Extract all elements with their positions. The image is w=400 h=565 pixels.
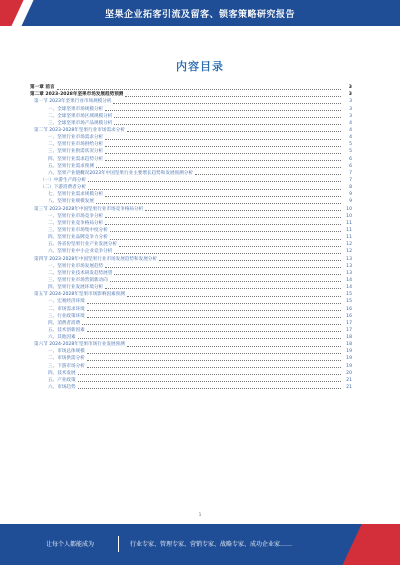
toc-leader-dots bbox=[127, 296, 341, 297]
toc-entry[interactable] bbox=[30, 227, 352, 234]
toc-entry[interactable] bbox=[30, 134, 352, 141]
toc-leader-dots bbox=[96, 203, 341, 204]
toc-entry-label: 七、坚果行业需求规模分析 bbox=[48, 192, 104, 198]
toc-entry-label: 五、产业政策 bbox=[48, 377, 76, 383]
toc-entry[interactable] bbox=[30, 270, 352, 277]
toc-entry[interactable] bbox=[30, 298, 352, 305]
report-title: 坚果企业拓客引流及留客、锁客策略研究报告 bbox=[104, 10, 295, 20]
toc-entry-page: 19 bbox=[346, 356, 352, 362]
toc-leader-dots bbox=[114, 253, 341, 254]
toc-entry[interactable] bbox=[30, 355, 352, 362]
toc-entry[interactable] bbox=[30, 384, 352, 391]
toc-entry[interactable] bbox=[30, 348, 352, 355]
toc-entry[interactable] bbox=[30, 163, 352, 170]
toc-leader-dots bbox=[82, 324, 341, 325]
toc-leader-dots bbox=[105, 110, 341, 111]
toc-leader-dots bbox=[105, 217, 341, 218]
toc-entry[interactable] bbox=[30, 113, 352, 120]
toc-leader-dots bbox=[105, 196, 341, 197]
toc-entry-page: 3 bbox=[349, 99, 352, 105]
toc-entry[interactable] bbox=[30, 248, 352, 255]
toc-entry-page: 7 bbox=[349, 170, 352, 176]
toc-entry-page: 15 bbox=[346, 292, 352, 298]
toc-entry[interactable] bbox=[30, 334, 352, 341]
toc-entry-page: 19 bbox=[346, 349, 352, 355]
toc-entry[interactable] bbox=[30, 241, 352, 248]
toc-leader-dots bbox=[78, 338, 341, 339]
toc-entry-page: 6 bbox=[349, 163, 352, 169]
toc-entry-page: 13 bbox=[346, 256, 352, 262]
toc-entry-label: 五、技术创新因素 bbox=[48, 327, 85, 333]
toc-entry-page: 20 bbox=[346, 370, 352, 376]
toc-entry-label: （一）中游生产商分析 bbox=[40, 177, 86, 183]
toc-entry-page: 16 bbox=[346, 313, 352, 319]
toc-entry[interactable] bbox=[30, 320, 352, 327]
toc-entry-label: 第四节 2023-2028年中国坚果行业市场发展趋势和发展分析 bbox=[34, 256, 157, 262]
toc-entry[interactable] bbox=[30, 98, 352, 105]
toc-entry[interactable] bbox=[30, 213, 352, 220]
toc-entry-page: 11 bbox=[346, 235, 352, 241]
toc-entry[interactable] bbox=[30, 170, 352, 177]
toc-entry-label: 二、市场需求环境 bbox=[48, 306, 85, 312]
toc-entry-page: 4 bbox=[349, 127, 352, 133]
toc-entry-page: 3 bbox=[349, 106, 352, 112]
toc-entry-page: 7 bbox=[349, 177, 352, 183]
toc-leader-dots bbox=[87, 317, 341, 318]
toc-entry-page: 3 bbox=[348, 85, 352, 91]
toc-entry-page: 5 bbox=[349, 142, 352, 148]
toc-entry-label: 二、坚果行业技术研发趋势展望 bbox=[48, 270, 113, 276]
toc-entry-label: 三、下游市场分析 bbox=[48, 363, 85, 369]
toc-entry-label: 二、坚果行业市场供给分析 bbox=[48, 142, 104, 148]
toc-entry-page: 5 bbox=[349, 149, 352, 155]
report-header bbox=[0, 0, 400, 26]
toc-entry-page: 18 bbox=[346, 342, 352, 348]
toc-entry-label: 一、宏观经济环境 bbox=[48, 299, 85, 305]
toc-entry-label: 八、坚果行业规模发展 bbox=[48, 199, 94, 205]
toc-entry[interactable] bbox=[30, 84, 352, 91]
toc-entry[interactable] bbox=[30, 120, 352, 127]
toc-entry-page: 17 bbox=[346, 327, 352, 333]
report-footer bbox=[0, 524, 400, 565]
toc-entry-label: 第一章 前言 bbox=[30, 85, 55, 91]
toc-entry-label: 二、全球坚果市场区域规模分析 bbox=[48, 113, 113, 119]
toc-leader-dots bbox=[87, 303, 341, 304]
toc-leader-dots bbox=[87, 367, 341, 368]
toc-leader-dots bbox=[78, 388, 341, 389]
toc-entry-page: 9 bbox=[349, 199, 352, 205]
toc-entry[interactable] bbox=[30, 155, 352, 162]
toc-entry-label: 第二节 2023-2028年坚果行业市场需求分析 bbox=[34, 127, 125, 133]
toc-leader-dots bbox=[110, 281, 341, 282]
toc-entry-label: 三、全球坚果市场产品规模分析 bbox=[48, 120, 113, 126]
toc-entry-page: 12 bbox=[346, 249, 352, 255]
toc-leader-dots bbox=[105, 160, 341, 161]
toc-entry-label: 二、坚果行业竞争格局分析 bbox=[48, 220, 104, 226]
toc-entry-page: 21 bbox=[346, 377, 352, 383]
toc-entry-label: 四、技术发展 bbox=[48, 370, 76, 376]
toc-leader-dots bbox=[96, 167, 341, 168]
toc-entry-page: 14 bbox=[346, 277, 352, 283]
toc-entry[interactable] bbox=[30, 191, 352, 198]
toc-entry[interactable] bbox=[30, 291, 352, 298]
toc-entry[interactable] bbox=[30, 277, 352, 284]
toc-leader-dots bbox=[127, 346, 341, 347]
footer-red-accent bbox=[336, 524, 400, 565]
toc-leader-dots bbox=[105, 153, 341, 154]
toc-leader-dots bbox=[114, 124, 341, 125]
toc-entry[interactable] bbox=[30, 305, 352, 312]
toc-leader-dots bbox=[105, 288, 341, 289]
toc-heading: 内容目录 bbox=[176, 60, 224, 73]
toc-entry-label: 三、坚果行业市场营销新动向 bbox=[48, 277, 108, 283]
toc-entry-label: 一、市场总体规模 bbox=[48, 349, 85, 355]
toc-entry-page: 9 bbox=[349, 192, 352, 198]
toc-entry-page: 3 bbox=[349, 113, 352, 119]
toc-entry[interactable] bbox=[30, 313, 352, 320]
toc-leader-dots bbox=[114, 117, 341, 118]
footer-experts-text: 行业专家、管理专家、营销专家、战略专家、成功企业家…… bbox=[130, 541, 293, 548]
toc-entry-page: 8 bbox=[349, 185, 352, 191]
toc-entry-page: 12 bbox=[346, 242, 352, 248]
toc-entry[interactable] bbox=[30, 141, 352, 148]
toc-entry-label: 第三节 2023-2028年中国坚果行业市场竞争格局分析 bbox=[34, 206, 144, 212]
toc-entry-page: 4 bbox=[349, 135, 352, 141]
footer-slogan: 让每个人都能成为 bbox=[46, 541, 95, 548]
toc-leader-dots bbox=[127, 131, 341, 132]
toc-leader-dots bbox=[87, 310, 341, 311]
toc-entry-label: 一、全球坚果市场规模分析 bbox=[48, 106, 104, 112]
toc-entry-page: 10 bbox=[346, 206, 352, 212]
toc-entry-page: 17 bbox=[346, 320, 352, 326]
toc-entry[interactable] bbox=[30, 91, 352, 98]
toc-entry[interactable] bbox=[30, 234, 352, 241]
toc-entry-page: 13 bbox=[346, 263, 352, 269]
toc-leader-dots bbox=[105, 267, 341, 268]
toc-leader-dots bbox=[88, 189, 341, 190]
toc-entry-label: 第一节 2023年坚果行业市场规模分析 bbox=[34, 99, 112, 105]
toc-leader-dots bbox=[57, 89, 341, 90]
toc-leader-dots bbox=[159, 260, 341, 261]
toc-entry-page: 19 bbox=[346, 363, 352, 369]
toc-entry[interactable] bbox=[30, 327, 352, 334]
toc-entry-label: 四、坚果行业发展环境分析 bbox=[48, 285, 104, 291]
toc-entry-page: 3 bbox=[348, 92, 352, 98]
toc-entry-page: 21 bbox=[346, 385, 352, 391]
toc-entry-page: 11 bbox=[346, 220, 352, 226]
table-of-contents bbox=[30, 84, 352, 391]
toc-leader-dots bbox=[87, 360, 341, 361]
toc-leader-dots bbox=[145, 210, 341, 211]
toc-entry-page: 6 bbox=[349, 156, 352, 162]
toc-entry-label: 六、其他因素 bbox=[48, 335, 76, 341]
toc-leader-dots bbox=[105, 146, 341, 147]
toc-entry[interactable] bbox=[30, 341, 352, 348]
toc-entry-label: 五、坚果行业需求预测 bbox=[48, 163, 94, 169]
toc-entry-label: 六、坚果产业链概况2023年中国坚果行业主要增长趋势和发展预测分析 bbox=[48, 170, 193, 176]
toc-leader-dots bbox=[87, 331, 341, 332]
toc-entry-label: 第六节 2024-2028年坚果市场行业发展预测 bbox=[34, 342, 125, 348]
toc-leader-dots bbox=[88, 181, 341, 182]
toc-entry-label: 四、消费者消费 bbox=[48, 320, 81, 326]
toc-leader-dots bbox=[195, 174, 341, 175]
toc-entry-page: 13 bbox=[346, 270, 352, 276]
toc-leader-dots bbox=[87, 353, 341, 354]
toc-leader-dots bbox=[125, 96, 341, 97]
toc-entry[interactable] bbox=[30, 370, 352, 377]
toc-entry[interactable] bbox=[30, 198, 352, 205]
toc-entry-label: 第二章 2023-2028年坚果市场发展趋势预测 bbox=[30, 92, 124, 98]
toc-entry-label: 一、坚果行业市场发展趋势 bbox=[48, 263, 104, 269]
toc-entry-label: 五、各省份坚果行业产业发展分析 bbox=[48, 242, 117, 248]
toc-entry[interactable] bbox=[30, 148, 352, 155]
toc-entry[interactable] bbox=[30, 362, 352, 369]
toc-entry-label: 六、市场趋势 bbox=[48, 385, 76, 391]
toc-entry-label: 四、坚果行业品牌竞争力分析 bbox=[48, 235, 108, 241]
toc-entry-page: 10 bbox=[346, 213, 352, 219]
toc-entry-page: 4 bbox=[349, 120, 352, 126]
toc-entry[interactable] bbox=[30, 177, 352, 184]
toc-entry-page: 18 bbox=[346, 335, 352, 341]
page-number: 1 bbox=[198, 512, 202, 517]
toc-entry[interactable] bbox=[30, 205, 352, 212]
toc-entry-page: 16 bbox=[346, 306, 352, 312]
toc-entry[interactable] bbox=[30, 127, 352, 134]
toc-entry-label: 二、市场供需分析 bbox=[48, 356, 85, 362]
toc-entry-label: 一、坚果行业市场需求分析 bbox=[48, 135, 104, 141]
toc-leader-dots bbox=[113, 103, 341, 104]
toc-entry[interactable] bbox=[30, 284, 352, 291]
toc-leader-dots bbox=[78, 374, 341, 375]
toc-entry-label: 三、坚果行业市场集中度分析 bbox=[48, 227, 108, 233]
toc-entry-label: 六、坚果行业中小企业竞争分析 bbox=[48, 249, 113, 255]
toc-entry-label: 三、坚果行业供需状况分析 bbox=[48, 149, 104, 155]
toc-leader-dots bbox=[105, 224, 341, 225]
toc-entry-label: 第五节 2024-2028年坚果市场影响因素预测 bbox=[34, 292, 125, 298]
toc-entry[interactable] bbox=[30, 105, 352, 112]
toc-entry-label: 四、坚果行业需求趋势分析 bbox=[48, 156, 104, 162]
toc-entry-label: （二）下游消费者分析 bbox=[40, 185, 86, 191]
toc-entry-page: 14 bbox=[346, 285, 352, 291]
toc-leader-dots bbox=[110, 231, 341, 232]
toc-leader-dots bbox=[110, 239, 341, 240]
toc-entry[interactable] bbox=[30, 255, 352, 262]
toc-entry-page: 15 bbox=[346, 299, 352, 305]
footer-divider bbox=[118, 536, 119, 552]
toc-entry[interactable] bbox=[30, 263, 352, 270]
toc-entry-page: 11 bbox=[346, 227, 352, 233]
toc-leader-dots bbox=[78, 381, 341, 382]
toc-entry[interactable] bbox=[30, 184, 352, 191]
toc-entry[interactable] bbox=[30, 220, 352, 227]
toc-entry[interactable] bbox=[30, 377, 352, 384]
toc-entry-label: 一、坚果行业市场竞争分析 bbox=[48, 213, 104, 219]
toc-leader-dots bbox=[119, 246, 341, 247]
toc-leader-dots bbox=[114, 274, 341, 275]
toc-leader-dots bbox=[105, 139, 341, 140]
toc-entry-label: 三、行业政策环境 bbox=[48, 313, 85, 319]
